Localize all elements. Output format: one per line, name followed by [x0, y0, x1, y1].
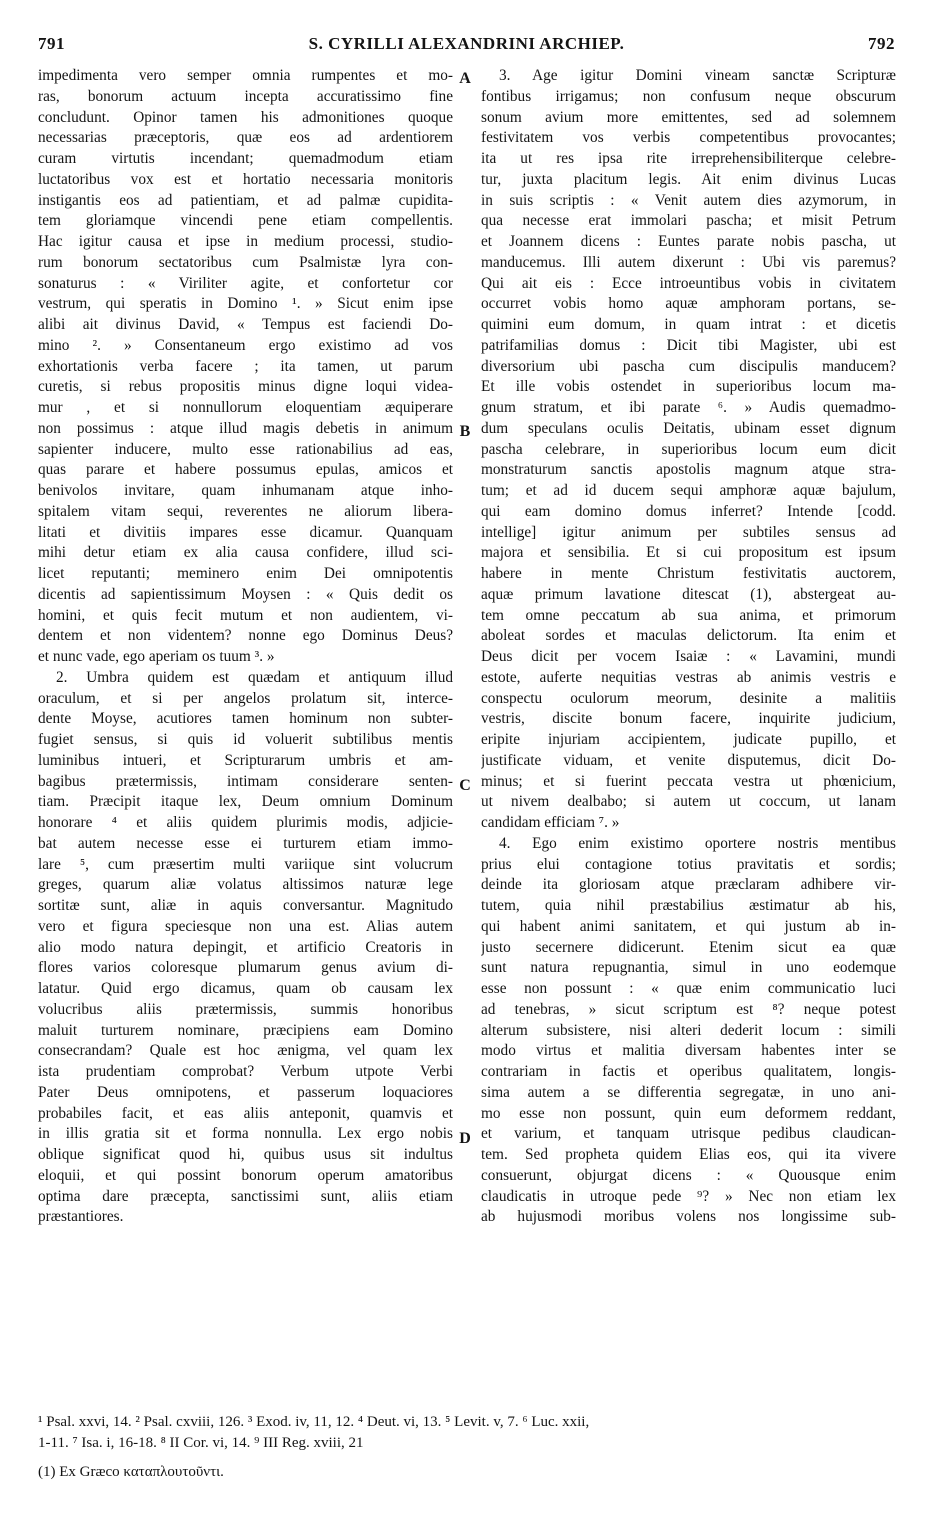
text-line: tutem, quia nihil præstabilius æstimatur ab his,	[481, 897, 896, 914]
text-line: 3. Age igitur Domini vineam sanctæ Scripturæ	[499, 67, 896, 84]
text-line: dicentis ad sapientissimum Moysen : « Quis dedit os	[38, 585, 453, 603]
text-line: dentem et non videntem? nonne ego Dominus Deus?	[38, 627, 453, 645]
text-line: ras, bonorum actuum incepta accuratissimo fine	[38, 87, 453, 105]
text-line: probabiles facit, et eas aliis anteponit, quamvis et	[38, 1104, 453, 1122]
text-line: instigantis eos ad patientiam, et ad palmæ cupidita-	[38, 191, 453, 209]
text-line: Pater Deus omnipotens, et passerum loquaciores	[38, 1083, 453, 1101]
text-line: mur , et si nonnullorum eloquentiam æquiperare	[38, 399, 453, 416]
text-line: necessarias præceptoris, quæ eos ad ardentiorem	[38, 129, 453, 147]
text-line: spitalem vitam sequi, reverentes ne aliorum libera-	[38, 502, 453, 520]
text-line: rum bonorum sectatoribus cum Psalmistæ lyra con-	[38, 253, 453, 271]
text-line: ut nivem dealbabo; si autem ut coccum, ut lanam	[481, 793, 896, 811]
text-line: gnum stratum, et ibi parate ⁶. » Audis quemadmo-	[481, 399, 896, 416]
text-line: bagibus prætermissis, intimam considerare senten-	[38, 772, 453, 790]
margin-letter-b: B	[459, 423, 471, 440]
text-line: et Joannem dicens : Euntes parate nobis pascha, ut	[481, 233, 896, 250]
text-line: consecrandam? Quale est hoc ænigma, vel quam lex	[38, 1042, 453, 1060]
running-title: S. CYRILLI ALEXANDRINI ARCHIEP.	[308, 34, 625, 53]
text-line: Deus dicit per vocem Isaiæ : « Lavamini, mundi	[481, 648, 896, 665]
text-line: Et ille vobis ostendet in superioribus locum ma-	[481, 378, 896, 396]
text-line: sonaturus : « Viriliter agite, et confortetur cor	[38, 274, 453, 292]
text-line: tem. Sed propheta quidem Elias eos, qui ita vivere	[481, 1146, 896, 1163]
text-line: et varium, et tanquam utrisque pedibus claudican-	[481, 1125, 896, 1143]
text-line: estote, auferte nequitias vestras ab animis vestris e	[481, 668, 896, 686]
text-line: tiam. Præcipit itaque lex, Deum omnium Dominum	[38, 793, 453, 811]
text-line: habere in mente Christum festivitatis auctorem,	[481, 565, 896, 582]
text-line: oblique significat quod hi, quibus usus sit indultus	[38, 1146, 453, 1163]
text-line: fugiet sensus, si quis id voluerit subtilibus mentis	[38, 731, 453, 748]
text-line: sortitæ sunt, aliæ in aquis conversantur. Magnitudo	[38, 897, 453, 914]
text-line: flores varios coloresque plumarum genus avium di-	[38, 959, 453, 977]
text-line: maluit turturem nominare, præcipiens eam Domino	[38, 1021, 453, 1039]
text-line: luctatoribus vox est et hortatio necessaria monitoris	[38, 170, 453, 188]
page-number-left: 791	[38, 34, 65, 53]
text-line: qui eam domino domus inferret? Intende [codd.	[481, 502, 896, 520]
text-line: curam virtutis incendant; quemadmodum etiam	[38, 150, 453, 167]
text-line: homini, et quis fecit mutum et non audientem, vi-	[38, 606, 453, 624]
text-line: qui habent animi sanitatem, et qui justum ab in-	[481, 917, 896, 935]
margin-letter-d: D	[459, 1130, 471, 1147]
text-line: in illis gratia sit et forma nonnulla. Lex ergo nobis	[38, 1125, 453, 1143]
left-column	[38, 66, 453, 1228]
text-line: conspectu oculorum meorum, desinite a malitiis	[481, 689, 896, 707]
text-line: honorare ⁴ et aliis quidem plurimis modis, adjicie-	[38, 814, 453, 831]
text-line: vestris, discite bonum facere, inquirite judicium,	[481, 710, 896, 728]
text-line: modo virtus et malitia diversam habentes inter se	[481, 1042, 896, 1060]
text-line: tur, juxta placitum legis. Ait enim divinus Lucas	[481, 170, 896, 188]
text-line: quimini eum domum, in quam intrat : et dicetis	[481, 316, 896, 333]
text-line: tem gloriamque vincendi pene etiam compellentis.	[38, 212, 453, 230]
text-line: alterum subsistere, nisi alteri dederit locum : simili	[481, 1021, 896, 1039]
text-line: qua necesse erat immolari pascha; et misit Petrum	[481, 212, 896, 230]
text-line: manducemus. Illi autem dixerunt : Ubi vis paremus?	[481, 253, 896, 271]
text-line: 4. Ego enim existimo oportere nostris mentibus	[499, 834, 896, 852]
text-line: latatur. Quid ergo dicamus, quam ob causam lex	[38, 980, 453, 997]
text-line: mino ². » Consentaneum ergo existimo ad vos	[38, 336, 453, 354]
text-line: ita ut res ipsa rite irreprehensibiliterque celebre-	[481, 150, 896, 167]
text-line: aboleat sordes et maculas delictorum. Ita enim et	[481, 627, 896, 645]
text-line: alio modo natura depingit, et artificio Creatoris in	[38, 938, 453, 956]
right-column	[481, 66, 896, 1228]
text-line: non possimus : atque illud magis debetis in animum	[38, 419, 453, 437]
text-line: dente Moyse, acutiores tamen hominum non subter-	[38, 710, 453, 728]
text-line: alibi ait divinus David, « Tempus est faciendi Do-	[38, 316, 453, 333]
text-line: et nunc vade, ego aperiam os tuum ³. »	[38, 648, 275, 665]
text-line: quas parare et habere possumus epulas, amicos et	[38, 461, 453, 479]
text-line: optima dare præcepta, sanctissimi sunt, aliis etiam	[38, 1187, 453, 1205]
text-line: in suis scriptis : « Venit autem dies azymorum, in	[481, 191, 896, 209]
text-line: luminibus intueri, et Scripturarum umbris et am-	[38, 751, 453, 769]
text-line: diversorium ubi pascha cum discipulis manducem?	[481, 357, 896, 375]
text-line: exhortationis verba facere ; ita tamen, ut parum	[38, 357, 453, 375]
text-line: ista prudentiam comprobat? Verbum utpote Verbi	[38, 1063, 453, 1080]
text-line: volucribus aliis prætermissis, summis honoribus	[38, 1000, 453, 1018]
text-line: eripite injuriam accipientem, judicate pupillo, et	[481, 731, 896, 748]
footnote-line: ¹ Psal. xxvi, 14. ² Psal. cxviii, 126. ³ Exod. iv, 11, 12. ⁴ Deut. vi, 13. ⁵ Levit. v, 7. ⁶ Luc. xxii,	[38, 1414, 590, 1430]
text-line: contrariam in factis et operibus qualitatem, longis-	[481, 1063, 896, 1080]
editorial-note: (1) Ex Græco καταπλουτοῦντι.	[38, 1464, 224, 1480]
text-line: claudicatis in utroque pede ⁹? » Nec non etiam lex	[481, 1187, 896, 1205]
text-line: majora et sensibilia. Et si cui propositum est ipsum	[481, 544, 896, 562]
text-line: Hac igitur causa et ipse in medium processi, studio-	[38, 233, 453, 250]
text-line: minus; et si fuerint peccata vestra ut phœnicium,	[481, 772, 896, 790]
text-line: intellige] igitur animum per subtiles sensus ad	[481, 523, 896, 541]
text-line: mo esse non possunt, quin eum deformem reddant,	[481, 1104, 896, 1122]
text-line: sapienter inducere, multo esse rationabilius ad eas,	[38, 440, 453, 458]
text-line: aquæ primum lavatione ditescat (1), abstergeat au-	[481, 585, 896, 603]
text-line: vero et figura speciesque non una est. Alias autem	[38, 917, 453, 935]
text-line: deinde ita gloriosam atque præclaram adhibere vir-	[481, 876, 896, 894]
text-line: sonum avium more emittentes, sed ad solemnem	[481, 108, 896, 126]
text-line: candidam efficiam ⁷. »	[481, 814, 620, 831]
text-line: litati et divitiis impares esse dicamur. Quanquam	[38, 523, 453, 541]
text-line: fontibus irrigamus; non confusum neque obscurum	[481, 87, 896, 105]
text-line: lare ⁵, cum præsertim multi variique sint volucrum	[38, 855, 453, 873]
text-line: occurret vobis homo aquæ amphoram portans, se-	[481, 295, 896, 313]
text-line: mihi detur etiam ex alia causa confidere, illud sci-	[38, 544, 453, 562]
text-line: monstraturum sanctis apostolis magnum atque stra-	[481, 461, 896, 479]
running-header	[38, 34, 895, 60]
footnotes	[38, 1412, 898, 1454]
text-line: sima autem a se differentia segregatæ, in uno ani-	[481, 1083, 896, 1101]
text-line: præstantiores.	[38, 1208, 124, 1226]
text-line: Qui ait eis : Ecce introeuntibus vobis in civitatem	[481, 274, 896, 292]
text-line: greges, quarum aliæ volatus altissimos naturæ lege	[38, 876, 453, 894]
text-line: consuerunt, objurgat dicens : « Quousque enim	[481, 1166, 896, 1184]
text-line: licet reputanti; meminero enim Dei omnipotentis	[38, 565, 453, 582]
text-line: bat autem necesse esse ei turturem etiam immo-	[38, 834, 453, 852]
text-line: dum speculans oculis Deitatis, ubinam esset dignum	[481, 419, 896, 437]
text-line: prius elui contagione totius pravitatis et sordis;	[481, 855, 896, 873]
margin-letter-c: C	[459, 777, 471, 794]
text-line: impedimenta vero semper omnia rumpentes et mo-	[38, 67, 453, 84]
text-line: ad tenebras, » sicut scriptum est ⁸? neque potest	[481, 1000, 896, 1018]
margin-letter-a: A	[459, 70, 471, 87]
text-line: ab hujusmodi moribus volens nos longissime sub-	[481, 1208, 896, 1226]
text-line: tem omne peccatum ab sua anima, et primorum	[481, 606, 896, 624]
text-line: benivolos invitare, quam inhumanam atque inho-	[38, 482, 453, 499]
text-line: curetis, si rebus propositis minus digne loqui videa-	[38, 378, 453, 396]
text-line: pascha celebrare, in superioribus locum eum dicit	[481, 440, 896, 458]
text-line: patrifamilias domus : Dicit tibi Magister, ubi est	[481, 336, 896, 354]
text-line: vestrum, qui speratis in Domino ¹. » Sicut enim ipse	[38, 295, 453, 313]
text-line: eloquii, et qui possint bonorum operum amatoribus	[38, 1166, 453, 1184]
text-line: 2. Umbra quidem est quædam et antiquum illud	[56, 668, 453, 686]
text-line: tum; et ad id ducem sequi amphoræ aquæ bajulum,	[481, 482, 896, 499]
text-line: esse non possunt : « quæ enim communicatio luci	[481, 980, 896, 997]
page-number-right: 792	[868, 34, 895, 53]
text-line: oraculum, et si per angelos prolatum sit, interce-	[38, 689, 453, 707]
footnote-line: 1-11. ⁷ Isa. i, 16-18. ⁸ II Cor. vi, 14. ⁹ III Reg. xviii, 21	[38, 1434, 364, 1451]
text-line: festivitatem vos verbis competentibus provocantes;	[481, 129, 896, 147]
text-line: justificate viduam, et venite disputemus, dicit Do-	[481, 751, 896, 769]
text-line: concludunt. Opinor tamen his admonitiones quoque	[38, 108, 453, 126]
text-line: justo secernere didicerunt. Etenim sicut ea quæ	[481, 938, 896, 956]
text-line: sunt natura repugnantia, simul in uno eodemque	[481, 959, 896, 977]
